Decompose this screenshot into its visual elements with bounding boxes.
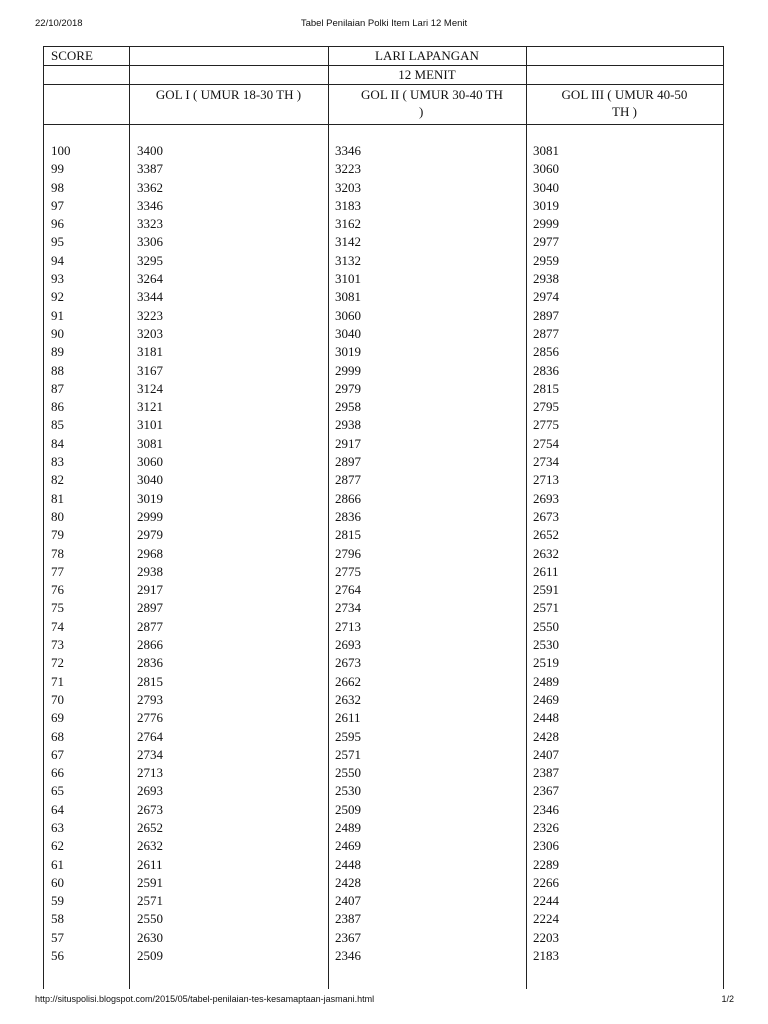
score-cell: 77: [51, 563, 64, 579]
gol2-cell: 2367: [335, 929, 361, 945]
gol3-cell: 3019: [533, 197, 559, 213]
gol3-cell: 2224: [533, 911, 559, 927]
score-cell: 59: [51, 893, 64, 909]
gol3-cell: 2754: [533, 435, 559, 451]
gol3-cell: 2266: [533, 874, 559, 890]
gol3-cell: 2836: [533, 362, 559, 378]
gol3-cell: 2713: [533, 472, 559, 488]
gol2-cell: 3223: [335, 161, 361, 177]
table-divider-gol1: [328, 46, 329, 989]
score-cell: 74: [51, 618, 64, 634]
gol3-cell: 2407: [533, 746, 559, 762]
gol1-cell: 2979: [137, 527, 163, 543]
gol2-cell: 2938: [335, 417, 361, 433]
gol3-cell: 2632: [533, 545, 559, 561]
gol1-cell: 2793: [137, 691, 163, 707]
gol1-cell: 3203: [137, 325, 163, 341]
gol2-cell: 2407: [335, 893, 361, 909]
gol3-cell: 2938: [533, 271, 559, 287]
score-cell: 80: [51, 508, 64, 524]
gol1-cell: 2866: [137, 637, 163, 653]
score-cell: 64: [51, 801, 64, 817]
gol3-cell: 3060: [533, 161, 559, 177]
score-cell: 61: [51, 856, 64, 872]
score-cell: 68: [51, 728, 64, 744]
gol2-header: [339, 86, 525, 120]
gol3-cell: 2734: [533, 454, 559, 470]
gol3-cell: 2795: [533, 399, 559, 415]
gol1-cell: 2630: [137, 929, 163, 945]
gol1-header: GOL I ( UMUR 18-30 TH ): [155, 87, 302, 102]
gol1-cell: 3306: [137, 234, 163, 250]
gol1-cell: 3264: [137, 271, 163, 287]
gol1-cell: 2673: [137, 801, 163, 817]
gol2-cell: 2530: [335, 783, 361, 799]
gol1-cell: 2897: [137, 600, 163, 616]
gol3-cell: 2673: [533, 508, 559, 524]
score-cell: 60: [51, 874, 64, 890]
gol3-cell: 2974: [533, 289, 559, 305]
score-cell: 91: [51, 307, 64, 323]
gol1-cell: 3060: [137, 454, 163, 470]
gol1-cell: 2968: [137, 545, 163, 561]
score-cell: 62: [51, 838, 64, 854]
gol3-cell: 2856: [533, 344, 559, 360]
score-cell: 67: [51, 746, 64, 762]
gol2-cell: 2448: [335, 856, 361, 872]
score-cell: 84: [51, 435, 64, 451]
gol2-cell: 2979: [335, 380, 361, 396]
gol3-cell: 2289: [533, 856, 559, 872]
score-cell: 88: [51, 362, 64, 378]
gol1-cell: 2571: [137, 893, 163, 909]
score-cell: 75: [51, 600, 64, 616]
gol2-cell: 3162: [335, 216, 361, 232]
page-number: 1/2: [721, 994, 734, 1004]
gol2-cell: 3060: [335, 307, 361, 323]
gol2-cell: 3040: [335, 325, 361, 341]
gol2-cell: 2346: [335, 948, 361, 964]
gol3-cell: 2530: [533, 637, 559, 653]
gol2-cell: 2673: [335, 655, 361, 671]
score-cell: 97: [51, 197, 64, 213]
gol2-cell: 3203: [335, 179, 361, 195]
score-cell: 96: [51, 216, 64, 232]
gol1-cell: 3040: [137, 472, 163, 488]
gol3-cell: 2652: [533, 527, 559, 543]
score-cell: 93: [51, 271, 64, 287]
gol3-header: [526, 86, 723, 120]
score-cell: 70: [51, 691, 64, 707]
score-cell: 81: [51, 490, 64, 506]
gol2-cell: 2958: [335, 399, 361, 415]
gol1-cell: 2632: [137, 838, 163, 854]
gol2-header-line1: GOL II ( UMUR 30-40 TH: [361, 87, 503, 102]
score-cell: 83: [51, 454, 64, 470]
score-cell: 58: [51, 911, 64, 927]
gol2-cell: 2815: [335, 527, 361, 543]
gol3-cell: 2183: [533, 948, 559, 964]
gol1-cell: 3167: [137, 362, 163, 378]
gol3-cell: 2203: [533, 929, 559, 945]
gol2-cell: 2897: [335, 454, 361, 470]
score-cell: 92: [51, 289, 64, 305]
gol2-cell: 3346: [335, 143, 361, 158]
gol1-cell: 2917: [137, 582, 163, 598]
gol2-cell: 2877: [335, 472, 361, 488]
gol2-header-line2: ): [419, 104, 424, 119]
gol1-cell: 3346: [137, 197, 163, 213]
gol1-cell: 2652: [137, 819, 163, 835]
main-header: LARI LAPANGAN: [375, 48, 479, 63]
gol2-cell: 2428: [335, 874, 361, 890]
gol2-cell: 2796: [335, 545, 361, 561]
gol1-cell: 2591: [137, 874, 163, 890]
gol2-cell: 2595: [335, 728, 361, 744]
gol3-cell: 2326: [533, 819, 559, 835]
score-cell: 89: [51, 344, 64, 360]
gol3-cell: 2519: [533, 655, 559, 671]
gol3-cell: 2448: [533, 710, 559, 726]
gol1-cell: 2815: [137, 673, 163, 689]
gol2-column: [335, 142, 361, 965]
gol1-cell: 3344: [137, 289, 163, 305]
gol1-cell: 2764: [137, 728, 163, 744]
gol3-cell: 2815: [533, 380, 559, 396]
score-cell: 56: [51, 948, 64, 964]
gol1-cell: 3400: [137, 143, 163, 158]
page-url: http://situspolisi.blogspot.com/2015/05/tabel-penilaian-tes-kesamaptaan-jasmani.html: [35, 994, 375, 1004]
gol1-cell: 3019: [137, 490, 163, 506]
gol2-cell: 2775: [335, 563, 361, 579]
gol3-cell: 2999: [533, 216, 559, 232]
score-cell: 76: [51, 582, 64, 598]
score-table: [43, 46, 724, 989]
print-date: 22/10/2018: [35, 18, 83, 29]
gol2-cell: 2469: [335, 838, 361, 854]
gol2-cell: 2632: [335, 691, 361, 707]
gol1-cell: 2836: [137, 655, 163, 671]
gol2-cell: 2662: [335, 673, 361, 689]
gol1-cell: 2509: [137, 948, 163, 964]
gol2-cell: 2836: [335, 508, 361, 524]
score-cell: 86: [51, 399, 64, 415]
score-cell: 79: [51, 527, 64, 543]
gol2-cell: 2550: [335, 765, 361, 781]
score-cell: 63: [51, 819, 64, 835]
score-cell: 71: [51, 673, 64, 689]
gol2-cell: 3142: [335, 234, 361, 250]
score-cell: 65: [51, 783, 64, 799]
score-cell: 95: [51, 234, 64, 250]
gol1-cell: 2550: [137, 911, 163, 927]
score-cell: 82: [51, 472, 64, 488]
gol2-cell: 3132: [335, 252, 361, 268]
gol3-cell: 2959: [533, 252, 559, 268]
score-header: SCORE: [51, 48, 93, 63]
gol2-cell: 2866: [335, 490, 361, 506]
gol2-cell: 3183: [335, 197, 361, 213]
gol2-cell: 3081: [335, 289, 361, 305]
gol1-cell: 2776: [137, 710, 163, 726]
gol2-cell: 3019: [335, 344, 361, 360]
gol1-cell: 3323: [137, 216, 163, 232]
gol1-column: [137, 142, 163, 965]
gol2-cell: 2917: [335, 435, 361, 451]
gol1-cell: 3124: [137, 380, 163, 396]
table-border-left: [43, 46, 44, 989]
gol1-cell: 3295: [137, 252, 163, 268]
gol1-cell: 2734: [137, 746, 163, 762]
gol1-cell: 3223: [137, 307, 163, 323]
score-cell: 66: [51, 765, 64, 781]
table-border-right: [723, 46, 724, 989]
score-cell: 78: [51, 545, 64, 561]
gol2-cell: 2713: [335, 618, 361, 634]
table-divider-gol2: [526, 46, 527, 989]
gol2-cell: 2764: [335, 582, 361, 598]
sub-header: 12 MENIT: [398, 67, 456, 82]
gol1-cell: 2693: [137, 783, 163, 799]
gol3-header-line1: GOL III ( UMUR 40-50: [561, 87, 688, 102]
gol2-cell: 2489: [335, 819, 361, 835]
gol3-cell: 2469: [533, 691, 559, 707]
gol1-cell: 3362: [137, 179, 163, 195]
gol2-cell: 2611: [335, 710, 361, 726]
score-cell: 72: [51, 655, 64, 671]
gol1-cell: 2611: [137, 856, 163, 872]
gol2-cell: 2571: [335, 746, 361, 762]
gol3-cell: 2387: [533, 765, 559, 781]
score-cell: 57: [51, 929, 64, 945]
gol1-cell: 2999: [137, 508, 163, 524]
gol3-cell: 2977: [533, 234, 559, 250]
gol3-cell: 2244: [533, 893, 559, 909]
gol3-cell: 3040: [533, 179, 559, 195]
gol1-cell: 3081: [137, 435, 163, 451]
score-cell: 100: [51, 143, 71, 158]
header-rule-2: [43, 84, 724, 85]
gol2-cell: 2387: [335, 911, 361, 927]
gol3-cell: 2775: [533, 417, 559, 433]
gol2-cell: 2999: [335, 362, 361, 378]
gol3-header-line2: TH ): [612, 104, 637, 119]
gol3-column: [533, 142, 559, 965]
gol3-cell: 2367: [533, 783, 559, 799]
gol3-cell: 2571: [533, 600, 559, 616]
gol3-cell: 2306: [533, 838, 559, 854]
gol3-cell: 2611: [533, 563, 559, 579]
score-cell: 73: [51, 637, 64, 653]
gol1-cell: 2713: [137, 765, 163, 781]
header-rule-3: [43, 124, 724, 125]
score-cell: 94: [51, 252, 64, 268]
score-cell: 98: [51, 179, 64, 195]
gol3-cell: 2591: [533, 582, 559, 598]
score-column: [51, 142, 71, 965]
gol1-cell: 2877: [137, 618, 163, 634]
page-title: Tabel Penilaian Polki Item Lari 12 Menit: [300, 18, 468, 29]
gol1-cell: 3121: [137, 399, 163, 415]
gol1-cell: 3101: [137, 417, 163, 433]
gol2-cell: 2509: [335, 801, 361, 817]
score-cell: 69: [51, 710, 64, 726]
gol1-cell: 2938: [137, 563, 163, 579]
gol2-cell: 2734: [335, 600, 361, 616]
score-cell: 85: [51, 417, 64, 433]
gol3-cell: 3081: [533, 143, 559, 158]
gol3-cell: 2550: [533, 618, 559, 634]
score-cell: 87: [51, 380, 64, 396]
gol3-cell: 2346: [533, 801, 559, 817]
gol2-cell: 2693: [335, 637, 361, 653]
gol3-cell: 2877: [533, 325, 559, 341]
gol3-cell: 2489: [533, 673, 559, 689]
gol1-cell: 3387: [137, 161, 163, 177]
gol3-cell: 2693: [533, 490, 559, 506]
gol1-cell: 3181: [137, 344, 163, 360]
gol3-cell: 2428: [533, 728, 559, 744]
table-divider-score: [129, 46, 130, 989]
gol2-cell: 3101: [335, 271, 361, 287]
gol3-cell: 2897: [533, 307, 559, 323]
score-cell: 90: [51, 325, 64, 341]
score-cell: 99: [51, 161, 64, 177]
